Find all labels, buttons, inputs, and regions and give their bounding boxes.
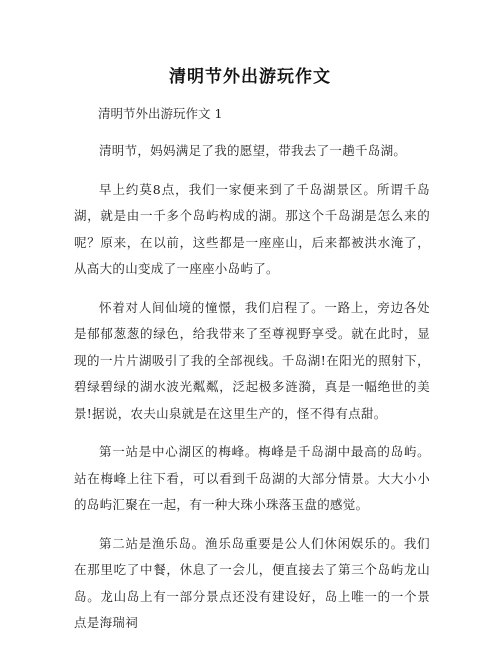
paragraph: 怀着对人间仙境的憧憬，我们启程了。一路上，旁边各处是郁郁葱葱的绿色，给我带来了至尊视野享受。就在此时，显现的一片片湖吸引了我的全部视线。千岛湖!在阳光的照射下，碧绿碧绿的湖水波光粼粼，泛起极多涟漪，真是一幅绝世的美景!据说，农夫山泉就是在这里生产的，怪不得有点甜。	[74, 299, 430, 421]
document-title: 清明节外出游玩作文	[169, 67, 331, 87]
paragraph: 早上约莫8点，我们一家便来到了千岛湖景区。所谓千岛湖，就是由一千多个岛屿构成的湖。那这个千岛湖是怎么来的呢？原来，在以前，这些都是一座座山，后来都被洪水淹了，从高大的山变成了一座座小岛屿了。	[74, 181, 430, 276]
document-body	[74, 102, 430, 649]
paragraph: 第一站是中心湖区的梅峰。梅峰是千岛湖中最高的岛屿。站在梅峰上往下看，可以看到千岛湖的大部分情景。大大小小的岛屿汇聚在一起，有一种大珠小珠落玉盘的感觉。	[74, 444, 430, 512]
paragraph: 清明节，妈妈满足了我的愿望，带我去了一趟千岛湖。	[99, 143, 407, 158]
section-heading: 清明节外出游玩作文 1	[98, 106, 223, 121]
paragraph: 第二站是渔乐岛。渔乐岛重要是公人们休闲娱乐的。我们在那里吃了中餐，休息了一会儿，便直接去了第三个岛屿龙山岛。龙山岛上有一部分景点还没有建设好，岛上唯一的一个景点是海瑞祠	[74, 535, 430, 630]
